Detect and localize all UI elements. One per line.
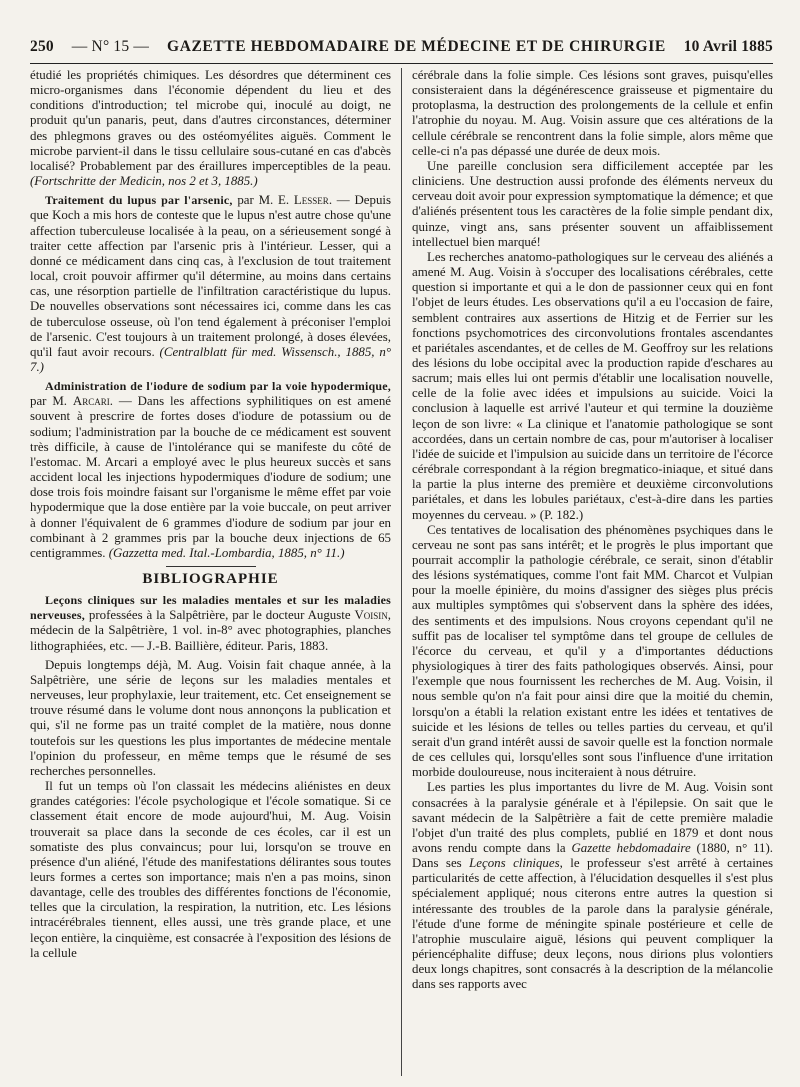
issue-date: 10 Avril 1885 bbox=[683, 38, 773, 55]
review-paragraph-6: Ces tentatives de localisation des phénomènes psychiques dans le cerveau ne sont pas sans intérêt; et le progrès le plus important que pourrait accomplir la pathologie cérébrale, ce serait, sinon d'établir des lésions systématiques, comme l'ont fait MM. Charcot et Vulpian pour la moelle épinière, du moins d'assigner des sièges plus précis aux multiples symptômes qui s'observent dans la sphère des idées, des sentiments et des impulsions. Nous croyons cependant qu'il ne suffit pas de localiser tel symptôme dans tel groupe de cellules de l'écorce du cerveau, et qu'il y a d'importantes déductions physiologiques à tirer des faits pathologiques observés. Ainsi, pour l'exemple que nous fournissent les recherches de M. Aug. Voisin, il nous semble qu'on n'a fait pour ainsi dire que la moitié du chemin, lorsqu'on a établi la relation existant entre les idées et tentatives de suicide et les lésions de telles ou telles parties du cerveau, et qu'il serait d'un grand intérêt aussi de savoir quelle est la fonction normale de ces cellules qui, lorsqu'elles sont sous l'influence d'une irritation morbide douloureuse, nous inciteraient à nous détruire. bbox=[412, 522, 773, 780]
book-citation-text-b: , médecin de la Salpêtrière, 1 vol. in-8° avec photographies, planches lithographiées, etc. — J.-B. Baillière, éditeur. Paris, 1883. bbox=[30, 608, 391, 653]
lecons-reference: Leçons cliniques bbox=[469, 856, 560, 871]
header-rule bbox=[30, 63, 773, 64]
article-iodure-text: . — Dans les affections syphilitiques on est amené souvent à prescrire de fortes doses d'iodure de potassium ou de sodium; l'administration par la bouche de ce médicament est souvent très difficile, à cause de l'intolérance qui se manifeste du côté de l'estomac. M. Arcari a employé avec le plus heureux succès et sans accident local les injections hypodermiques d'iodure de sodium; une dose trois fois moindre faisant sur l'organisme le même effet par voie hypodermique que la dose entière par la voie buccale, on peut arriver à donner l'équivalent de 6 grammes d'iodure de sodium par jour en combinant à 2 grammes pris par la bouche deux injections de 65 centigrammes. bbox=[30, 394, 391, 560]
newspaper-page bbox=[30, 38, 773, 1078]
article-lupus-text: . — Depuis que Koch a mis hors de conteste que le lupus n'est autre chose qu'une affection tuberculeuse localisée à la peau, on a sérieusement songé à traiter cette affection par l'arsenic pris à l'intérieur. Lesser, qui a donné ce médicament dans cinq cas, à l'exclusion de tout traitement local, croit pouvoir affirmer qu'il détermine, au moins dans certains cas, une résorption partielle de l'infiltration caractéristique du lupus. De nouvelles observations sont nécessaires ici, comme dans les cas de tuberculose osseuse, où l'on tend également à préconiser l'emploi de l'arsenic. C'est toujours à un traitement prolongé, à doses élevées, qu'il faut avoir recours. bbox=[30, 193, 391, 359]
book-author: Voisin bbox=[354, 608, 388, 623]
review-paragraph-7-a: Les parties les plus importantes du livre de M. Aug. Voisin sont consacrées à la paralysie générale et à l'épilepsie. On sait que le savant médecin de la Salpêtrière a fait de cette première maladie l'objet d'un traité des plus complets, publié en 1879 et dont nous avons rendu compte dans la bbox=[412, 780, 773, 855]
review-paragraph-4: Une pareille conclusion sera difficilement acceptée par les cliniciens. Une destruction aussi profonde des éléments nerveux du cerveau doit avoir pour expression symptomatique la démence; et que d'aliénés présentent tous les caractères de la folie simple pendant dix, quinze, vingt ans, sans présenter souvent un affaiblissement intellectuel bien marqué! bbox=[412, 158, 773, 249]
article-lupus bbox=[30, 193, 391, 375]
article-lupus-ref: (Centralblatt für med. Wissensch., 1885, n° 7.) bbox=[30, 344, 391, 374]
gazette-reference: Gazette hebdomadaire bbox=[571, 840, 691, 855]
article-lupus-title: Traitement du lupus par l'arsenic, bbox=[45, 193, 233, 208]
issue-number: — N° 15 — bbox=[71, 38, 150, 55]
article-lupus-author: Lesser bbox=[293, 193, 329, 208]
article-iodure-author-pre: par M. bbox=[30, 394, 73, 409]
review-paragraph-7-b: (1880, n° 11). Dans ses bbox=[412, 840, 773, 871]
review-paragraph-5: Les recherches anatomo-pathologiques sur le cerveau des aliénés a amené M. Aug. Voisin à s'occuper des localisations cérébrales, cette question si importante et qui a le don de passionner ceux qui en font l'objet de leurs études. Les observations qu'il a eu l'occasion de faire, semblent contraires aux assertions de Hitzig et de Ferrier sur les fonctions psychomotrices des circonvolutions frontales ascendantes et pariétales ascendantes, et de celles de M. Geoffroy sur les relations des lésions du lobe occipital avec la production rapide d'eschares au sacrum; mais elles lui ont permis d'établir une localisation nouvelle, celle de la folie avec idées et impulsions au suicide. Voici la conclusion à laquelle est arrivé l'auteur et qui termine la douzième leçon de son livre: « La clinique et l'anatomie pathologique se sont accordées, dans un certain nombre de cas, pour m'autoriser à localiser l'idée de suicide et l'impulsion au suicide dans un territoire de l'écorce cérébrale correspondant à la région bregmatico-iniaque, et situé dans la partie la plus interne des première et deuxième circonvolutions pariétales, et dans les lobules pariétaux, c'est-à-dire dans les parties moyennes du cerveau. » (P. 182.) bbox=[412, 249, 773, 522]
page-number: 250 bbox=[30, 38, 54, 55]
book-citation-text-a: professées à la Salpêtrière, par le docteur Auguste bbox=[85, 608, 355, 623]
article-microbes bbox=[30, 68, 391, 189]
right-column bbox=[412, 68, 773, 1076]
article-iodure bbox=[30, 379, 391, 561]
bibliographie-heading: BIBLIOGRAPHIE bbox=[142, 571, 279, 587]
article-microbes-text: étudié les propriétés chimiques. Les désordres que déterminent ces micro-organismes dans l'économie dépendent du lieu et des conditions d'introduction; tel microbe qui, inoculé au doigt, ne produit qu'un panaris, peut, dans d'autres circonstances, déterminer des phlegmons graves ou des ostéomyélites aiguës. Comment le microbe parvient-il dans le tissu cellulaire sous-cutané en cas d'abcès localisé? Probablement par des éraillures imperceptibles de la peau. bbox=[30, 68, 391, 173]
article-microbes-ref: (Fortschritte der Medicin, nos 2 et 3, 1885.) bbox=[30, 174, 258, 189]
article-iodure-title: Administration de l'iodure de sodium par la voie hypodermique, bbox=[45, 379, 391, 394]
book-citation bbox=[30, 593, 391, 654]
book-title: Leçons cliniques sur les maladies mentales et sur les maladies nerveuses, bbox=[30, 593, 391, 623]
review-paragraph-7-c: , le professeur s'est arrêté à certaines particularités de cette affection, à l'élucidation desquelles il s'est plus spécialement appliqué; nous citerons entre autres la question si intéressante des troubles de la parole dans la paralysie générale, l'étude d'une forme de méningite spinale postérieure et celle de l'atrophie musculaire aiguë, lésions qui peuvent compliquer la périencéphalite diffuse; deux leçons, nous dirions plus volontiers deux longs chapitres, sont consacrés à la description de la mélancolie dans ses rapports avec bbox=[412, 856, 773, 992]
section-divider bbox=[166, 566, 256, 567]
journal-title: GAZETTE HEBDOMADAIRE DE MÉDECINE ET DE CHIRURGIE bbox=[167, 38, 666, 55]
left-column bbox=[30, 68, 391, 1076]
article-iodure-ref: (Gazzetta med. Ital.-Lombardia, 1885, n° 11.) bbox=[108, 545, 345, 560]
article-iodure-author: Arcari bbox=[72, 394, 110, 409]
review-paragraph-3: cérébrale dans la folie simple. Ces lésions sont graves, puisqu'elles consisteraient dans la dégénérescence graisseuse et pigmentaire du protoplasma, la destruction des prolongements de la cellule et enfin l'atrophie du noyau. M. Aug. Voisin assure que ces altérations de la cellule cérébrale se rencontrent dans la folie simple, alors même que celle-ci n'a pas dépassé une durée de deux mois. bbox=[412, 68, 773, 158]
page-header bbox=[30, 38, 773, 62]
article-lupus-author-pre: par M. E. bbox=[232, 193, 294, 208]
review-paragraph-1: Depuis longtemps déjà, M. Aug. Voisin fait chaque année, à la Salpêtrière, une série de leçons sur les maladies mentales et nerveuses, leur prophylaxie, leur traitement, etc. Cet enseignement se trouve résumé dans le volume dont nous annonçons la publication et qui, s'il ne forme pas un traité complet de la matière, nous donne toutefois sur les questions les plus importantes de médecine mentale l'opinion du professeur, en même temps que le résumé de ses recherches personnelles. bbox=[30, 657, 391, 778]
review-paragraph-2: Il fut un temps où l'on classait les médecins aliénistes en deux grandes catégories: l'école psychologique et l'école somatique. Si ce classement était encore de mode aujourd'hui, M. Aug. Voisin trouverait sa place dans la seconde de ces écoles, car il est un somatiste des plus convaincus; pour lui, lorsqu'on se trouve en présence d'un aliéné, l'étude des manifestations délirantes sous toutes leurs formes a certes son importance; mais n'en a pas moins, sinon davantage, celle des troubles des différentes fonctions de l'économie, telles que la circulation, la respiration, la nutrition, etc. Les lésions intracérébrales tiennent, elles aussi, une très grande place, et une leçon entière, la cinquième, est consacrée à l'exposition des lésions de la cellule bbox=[30, 779, 391, 960]
column-divider bbox=[401, 68, 402, 1076]
review-paragraph-7 bbox=[412, 780, 773, 992]
